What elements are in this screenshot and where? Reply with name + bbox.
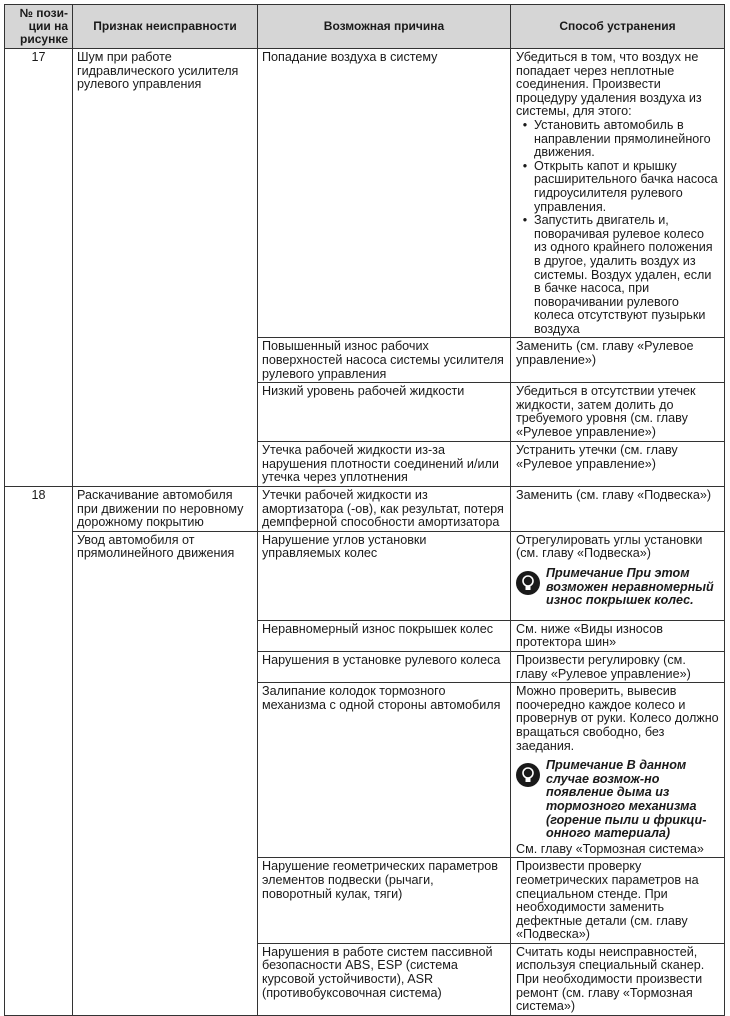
table-row: [5, 487, 725, 532]
remedy-cell: Считать коды неисправностей, используя специальный сканер. При необходимости произвести ремонт (см. главу «Тормозная система»): [511, 943, 725, 1015]
symptom-cell: Шум при работе гидравлического усилителя рулевого управления: [73, 49, 258, 487]
table-row: [5, 531, 725, 620]
remedy-cell: Можно проверить, вывесив поочередно каждое колесо и провернув от руки. Колесо должно вращаться свободно, без заедания. Примечание В данном случае возмож-но появление дыма из тормозного механизма (горение пыли и фрикци-онного материала) См. главу «Тормозная система»: [511, 683, 725, 858]
table-header-row: [5, 5, 725, 49]
cause-cell: Неравномерный износ покрышек колес: [258, 620, 511, 651]
header-symptom: Признак неисправности: [73, 5, 258, 49]
remedy-cell: Устранить утечки (см. главу «Рулевое управление»): [511, 442, 725, 487]
cause-cell: Попадание воздуха в систему: [258, 49, 511, 338]
cause-cell: Низкий уровень рабочей жидкости: [258, 383, 511, 442]
symptom-cell: Увод автомобиля от прямолинейного движения: [73, 531, 258, 1015]
note-block: [516, 567, 720, 608]
note-text: Примечание В данном случае возмож-но появление дыма из тормозного механизма (горение пыли и фрикци-онного материала): [546, 758, 707, 841]
bullet-icon: •: [522, 117, 528, 132]
remedy-cell: Произвести регулировку (см. главу «Рулевое управление»): [511, 652, 725, 683]
header-cause: Возможная причина: [258, 5, 511, 49]
remedy-cell: Отрегулировать углы установки (см. главу «Подвеска») Примечание При этом возможен неравномерный износ покрышек колес.: [511, 531, 725, 620]
note-block: [516, 759, 720, 841]
remedy-cell: Произвести проверку геометрических параметров на специальном стенде. При необходимости заменить дефектные детали (см. главу «Подвеска»): [511, 858, 725, 944]
list-item: • Установить автомобиль в направлении прямолинейного движения.: [516, 119, 720, 160]
note-text: Примечание При этом возможен неравномерный износ покрышек колес.: [546, 566, 714, 608]
list-item: • Запустить двигатель и, поворачивая рулевое колесо из одного крайнего положения в другое, удалить воздух из системы. Воздух удален, если в бачке насоса, при поворачивании рулевого колеса отсутствуют пузырьки воздуха: [516, 214, 720, 336]
header-remedy: Способ устранения: [511, 5, 725, 49]
troubleshooting-table: [4, 4, 725, 1016]
cause-cell: Утечки рабочей жидкости из амортизатора (-ов), как результат, потеря демпферной способности амортизатора: [258, 487, 511, 532]
remedy-cell: [511, 49, 725, 338]
lightbulb-icon: [516, 763, 540, 787]
bullet-icon: •: [522, 158, 528, 173]
position-number: 17: [5, 49, 73, 487]
remedy-cell: Убедиться в отсутствии утечек жидкости, затем долить до требуемого уровня (см. главу «Рулевое управление»): [511, 383, 725, 442]
cause-cell: Повышенный износ рабочих поверхностей насоса системы усилителя рулевого управления: [258, 338, 511, 383]
symptom-cell: Раскачивание автомобиля при движении по неровному дорожному покрытию: [73, 487, 258, 532]
cause-cell: Нарушения в работе систем пассивной безопасности ABS, ESP (система курсовой устойчивости), ASR (противобуксовочная система): [258, 943, 511, 1015]
remedy-intro: Убедиться в том, что воздух не попадает через неплотные соединения. Произвести процедуру удаления воздуха из системы, для этого:: [516, 50, 702, 119]
lightbulb-icon: [516, 571, 540, 595]
cause-cell: Нарушение углов установки управляемых колес: [258, 531, 511, 620]
header-position-number: № пози-ции на рисунке: [5, 5, 73, 49]
remedy-cell: Заменить (см. главу «Рулевое управление»): [511, 338, 725, 383]
bullet-icon: •: [522, 213, 528, 228]
remedy-cell: См. ниже «Виды износов протектора шин»: [511, 620, 725, 651]
remedy-cell: Заменить (см. главу «Подвеска»): [511, 487, 725, 532]
cause-cell: Залипание колодок тормозного механизма с одной стороны автомобиля: [258, 683, 511, 858]
list-item: • Открыть капот и крышку расширительного бачка насоса гидроусилителя рулевого управления.: [516, 160, 720, 214]
position-number: 18: [5, 487, 73, 1016]
cause-cell: Нарушения в установке рулевого колеса: [258, 652, 511, 683]
table-row: [5, 49, 725, 338]
cause-cell: Утечка рабочей жидкости из-за нарушения плотности соединений и/или утечка через уплотнения: [258, 442, 511, 487]
cause-cell: Нарушение геометрических параметров элементов подвески (рычаги, поворотный кулак, тяги): [258, 858, 511, 944]
